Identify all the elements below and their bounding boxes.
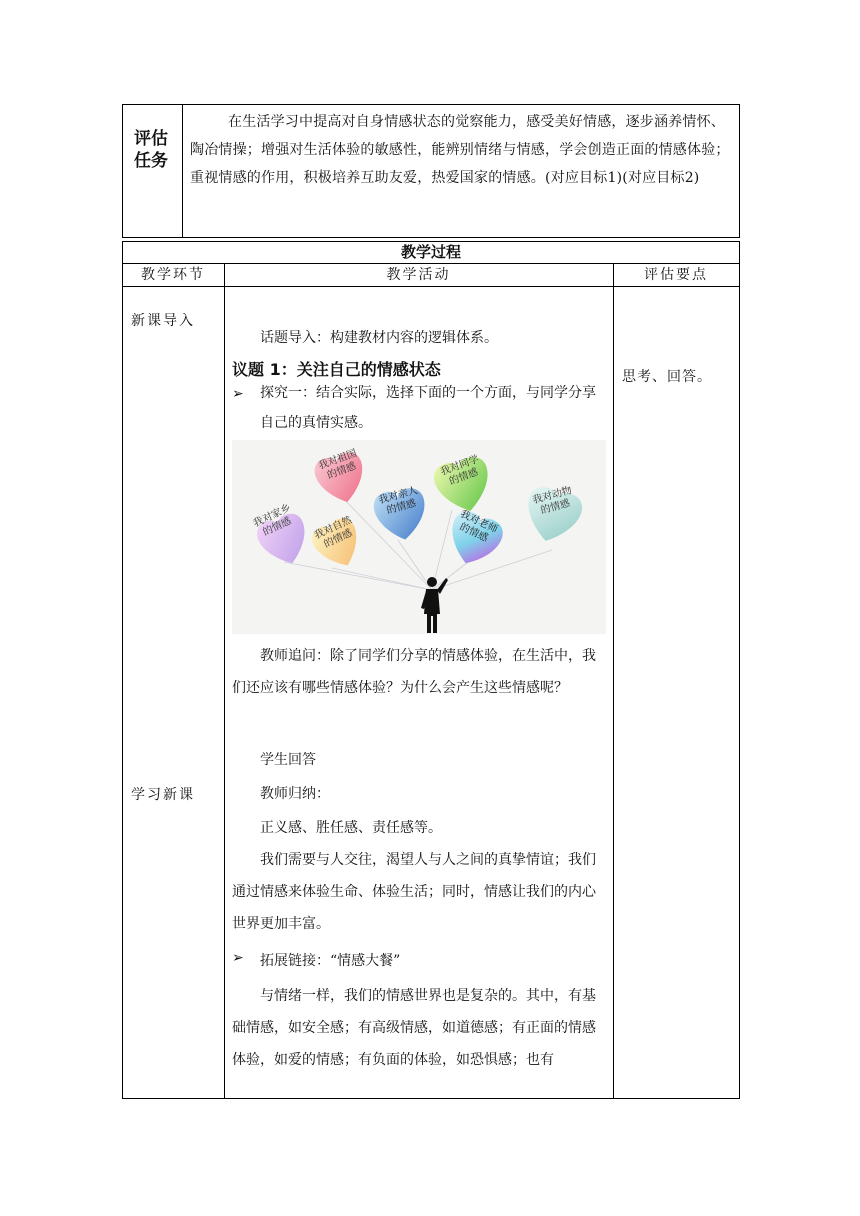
header-evaluation: 评估要点 <box>644 267 708 283</box>
balloon-label-teachers: 我对老师的情感 <box>457 508 500 545</box>
stage-intro: 新课导入 <box>131 313 195 329</box>
para1: 我们需要与人交往，渴望人与人之间的真挚情谊；我们通过情感来体验生命、体验生活；同时，情感让我们的内心世界更加丰富。 <box>232 852 596 932</box>
feelings-list: 正义感、胜任感、责任感等。 <box>260 820 442 836</box>
extend-text: 拓展链接：“情感大餐” <box>260 953 401 969</box>
t1-mid <box>182 104 183 238</box>
process-title: 教学过程 <box>400 243 461 261</box>
balloon-label-classmates: 我对同学的情感 <box>439 453 481 488</box>
t1-right <box>739 104 740 238</box>
person-icon <box>421 577 448 633</box>
t1-bottom <box>122 237 740 238</box>
para2: 与情绪一样，我们的情感世界也是复杂的。其中，有基础情感，如安全感；有高级情感，如道德感；有正面的情感体验，如爱的情感；有负面的体验，如恐惧感；也有 <box>232 988 596 1068</box>
student-answer: 学生回答 <box>260 752 316 768</box>
teacher-question: 教师追问：除了同学们分享的情感体验，在生活中，我们还应该有哪些情感体验？为什么会产生这些情感呢？ <box>232 648 596 696</box>
bullet-extend: ➢ <box>232 950 244 966</box>
balloon-label-nature: 我对自然的情感 <box>312 514 355 551</box>
evaluation-point: 思考、回答。 <box>622 369 712 385</box>
assessment-label: 评估任务 <box>134 129 168 171</box>
t2-title-bottom <box>122 263 740 264</box>
t2-bottom <box>122 1098 740 1099</box>
balloon-label-hometown: 我对家乡的情感 <box>251 502 294 539</box>
balloons-illustration <box>232 440 606 634</box>
balloon-label-family: 我对亲人的情感 <box>377 485 420 517</box>
t2-col2 <box>613 263 614 1099</box>
balloons-image <box>232 440 606 634</box>
topic1-title: 议题 1：关注自己的情感状态 <box>232 360 441 379</box>
stage-learn: 学习新课 <box>131 787 195 803</box>
t2-header-bottom <box>122 286 740 287</box>
t2-left <box>122 241 123 1099</box>
teacher-summary: 教师归纳： <box>260 786 330 802</box>
t1-top <box>122 104 740 105</box>
bullet-explore: ➢ <box>232 386 244 402</box>
explore1-text: 探究一：结合实际，选择下面的一个方面，与同学分享自己的真情实感。 <box>260 385 596 431</box>
t2-col1 <box>224 263 225 1099</box>
t2-right <box>739 241 740 1099</box>
header-stage: 教学环节 <box>141 267 205 283</box>
header-activity: 教学活动 <box>386 267 451 283</box>
topic-intro: 话题导入：构建教材内容的逻辑体系。 <box>260 330 498 346</box>
balloon-label-motherland: 我对祖国的情感 <box>317 447 359 482</box>
balloon-label-animals: 我对动物的情感 <box>531 485 574 517</box>
t1-left <box>122 104 123 238</box>
assessment-text: 在生活学习中提高对自身情感状态的觉察能力，感受美好情感，逐步涵养情怀、陶冶情操；增强对生活体验的敏感性，能辨别情绪与情感，学会创造正面的情感体验；重视情感的作用，积极培养互助友爱，热爱国家的情感。(对应目标1)(对应目标2) <box>190 114 730 186</box>
